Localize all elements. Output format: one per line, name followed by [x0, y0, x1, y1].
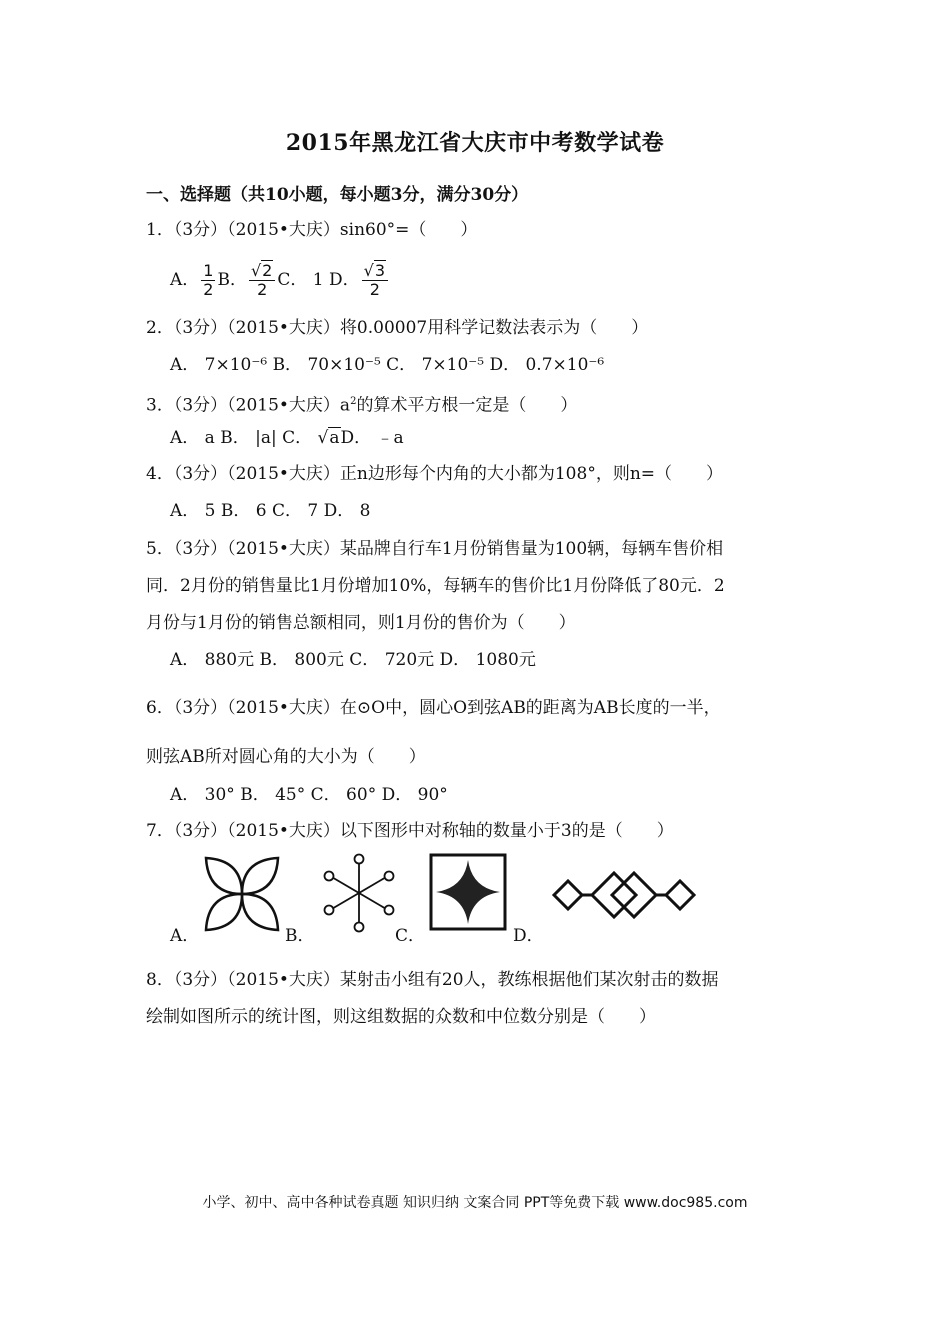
question-2-options: A． 7×10⁻⁶ B． 70×10⁻⁵ C． 7×10⁻⁵ D． 0.7×10⁻⁶ — [170, 355, 605, 375]
four-petal-icon — [200, 852, 284, 936]
section-heading: 一、选择题（共10小题，每小题3分，满分30分） — [146, 185, 529, 205]
question-2-stem: 2．（3分）（2015•大庆）将0.00007用科学记数法表示为（ ） — [146, 318, 649, 338]
question-6-line-2: 则弦AB所对圆心角的大小为（ ） — [146, 747, 426, 767]
question-1-options — [170, 262, 390, 299]
fraction-d — [362, 262, 388, 299]
question-3-exponent: 2 — [350, 396, 357, 407]
figure-label-d: D． — [513, 926, 544, 946]
question-5-options: A． 880元 B． 800元 C． 720元 D． 1080元 — [170, 650, 536, 670]
fraction-d-radicand: 3 — [374, 261, 386, 280]
sqrt-icon: √a — [317, 428, 340, 448]
question-5-line-1: 5．（3分）（2015•大庆）某品牌自行车1月份销售量为100辆，每辆车售价相 — [146, 539, 724, 559]
question-3-radicand: a — [329, 428, 340, 448]
figure-label-a: A． — [170, 926, 200, 946]
question-6-line-1: 6．（3分）（2015•大庆）在⊙O中，圆心O到弦AB的距离为AB长度的一半， — [146, 698, 721, 718]
question-7-stem: 7．（3分）（2015•大庆）以下图形中对称轴的数量小于3的是（ ） — [146, 821, 674, 841]
question-3-options — [170, 426, 404, 450]
fraction-b — [249, 262, 275, 299]
fraction-b-radicand: 2 — [262, 261, 273, 280]
fraction-b-denominator: 2 — [257, 280, 268, 299]
concave-star-in-square-icon — [428, 852, 508, 932]
question-5-line-3: 月份与1月份的销售总额相同，则1月份的售价为（ ） — [146, 613, 576, 633]
fraction-d-denominator: 2 — [369, 280, 380, 299]
interlocked-diamonds-icon — [552, 862, 696, 928]
question-3-stem-pre: 3．（3分）（2015•大庆）a — [146, 395, 351, 416]
question-3-stem — [146, 390, 577, 418]
page-title: 2015年黑龙江省大庆市中考数学试卷 — [285, 130, 665, 156]
option-a-prefix: A． — [170, 270, 200, 290]
question-3-stem-post: 的算术平方根一定是（ ） — [356, 395, 578, 416]
question-6-options: A． 30° B． 45° C． 60° D． 90° — [170, 785, 448, 805]
question-8-line-2: 绘制如图所示的统计图，则这组数据的众数和中位数分别是（ ） — [146, 1007, 656, 1027]
question-1-stem: 1．（3分）（2015•大庆）sin60°=（ ） — [146, 220, 478, 240]
six-spoke-star-icon — [318, 852, 400, 934]
sqrt-icon: √3 — [363, 261, 386, 280]
question-3-options-post: D． ﹣a — [340, 428, 404, 448]
figure-label-b: B． — [285, 926, 315, 946]
fraction-a — [201, 262, 215, 299]
question-3-options-pre: A． a B． |a| C． — [170, 428, 313, 448]
question-4-stem: 4．（3分）（2015•大庆）正n边形每个内角的大小都为108°，则n=（ ） — [146, 464, 724, 484]
footer-text: 小学、初中、高中各种试卷真题 知识归纳 文案合同 PPT等免费下载 www.doc985.com — [202, 1195, 748, 1211]
option-c-text: C． 1 D． — [277, 270, 360, 290]
fraction-a-numerator: 1 — [203, 261, 214, 280]
question-5-line-2: 同．2月份的销售量比1月份增加10%，每辆车的售价比1月份降低了80元．2 — [146, 576, 725, 596]
figure-label-c: C． — [395, 926, 426, 946]
question-4-options: A． 5 B． 6 C． 7 D． 8 — [170, 501, 371, 521]
question-8-line-1: 8．（3分）（2015•大庆）某射击小组有20人，教练根据他们某次射击的数据 — [146, 970, 719, 990]
fraction-a-denominator: 2 — [203, 280, 214, 299]
option-b-prefix: B． — [217, 270, 247, 290]
sqrt-icon: √2 — [250, 261, 273, 280]
